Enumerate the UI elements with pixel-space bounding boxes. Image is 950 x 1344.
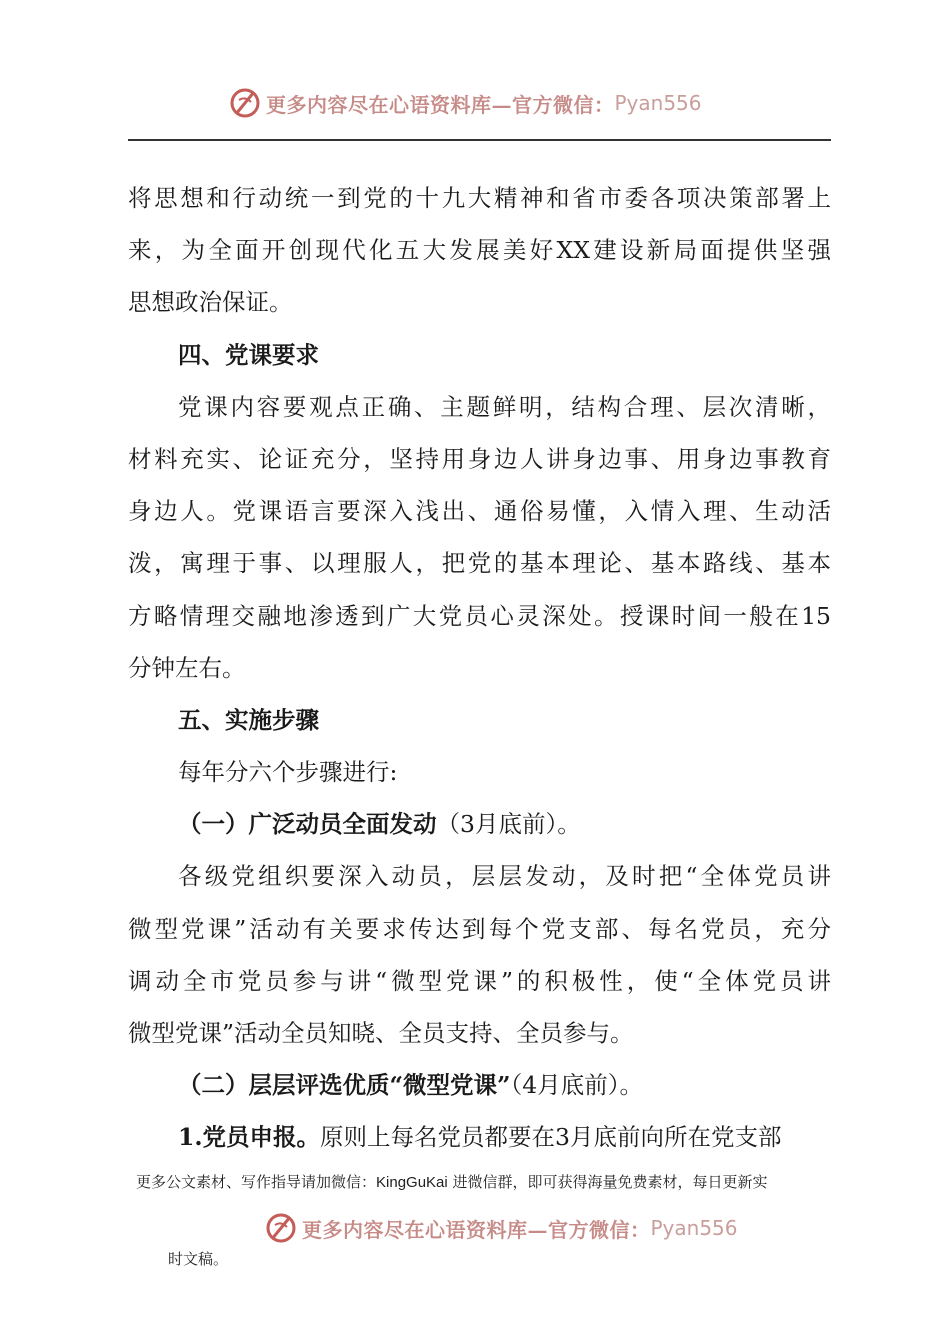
footer-note-end: 时文稿。: [168, 1250, 229, 1268]
watermark-wechat-label: 官方微信：: [548, 1217, 651, 1242]
text-line: [128, 1111, 831, 1163]
footer-text-b: 进微信群，即可获得海量免费素材，每日更新实: [447, 1173, 768, 1191]
step-1-title: （一）广泛动员全面发动: [178, 810, 437, 839]
text-line: 来，为全面开创现代化五大发展美好XX建设新局面提供坚强: [128, 236, 831, 265]
text-line: 方略情理交融地渗透到广大党员心灵深处。授课时间一般在15: [128, 601, 831, 630]
text-line: 调动全市党员参与讲“微型党课”的积极性，使“全体党员讲: [128, 966, 831, 995]
item-1-text: 原则上每名党员都要在3月底前向所在党支部: [320, 1123, 782, 1152]
header-rule: [128, 139, 831, 141]
watermark-text: 更多内容尽在心语资料库—: [302, 1217, 548, 1242]
step-1-heading: [128, 798, 831, 850]
section-heading-5: 五、实施步骤: [178, 705, 319, 734]
text-line: 思想政治保证。: [128, 288, 293, 317]
footer-watermark: [264, 1211, 738, 1245]
footer-text-a: 更多公文素材、写作指导请加微信：: [136, 1173, 377, 1191]
watermark-wechat-label: 官方微信：: [512, 92, 615, 117]
watermark-wechat-id: Pyan556: [650, 1216, 738, 1240]
pen-seal-logo-icon: [228, 86, 262, 120]
footer-wechat-id: KingGuKai: [376, 1174, 448, 1191]
document-body: [128, 172, 831, 1164]
section-heading-4: 四、党课要求: [178, 340, 319, 369]
item-1-title: 1.党员申报。: [178, 1123, 321, 1152]
text-line: 将思想和行动统一到党的十九大精神和省市委各项决策部署上: [128, 184, 831, 212]
step-1-deadline: （3月底前）。: [436, 810, 581, 839]
text-line: 身边人。党课语言要深入浅出、通俗易懂，入情入理、生动活: [128, 497, 831, 526]
footer-note: [136, 1171, 831, 1192]
step-2-title: （二）层层评选优质“微型党课”: [178, 1071, 511, 1100]
text-line: 泼，寓理于事、以理服人，把党的基本理论、基本路线、基本: [128, 549, 831, 578]
step-2-deadline: （4月底前）。: [510, 1071, 643, 1100]
text-line: 分钟左右。: [128, 653, 246, 682]
watermark-text: 更多内容尽在心语资料库—: [266, 92, 512, 117]
text-line: 材料充实、论证充分，坚持用身边人讲身边事、用身边事教育: [128, 444, 831, 473]
text-line: 微型党课”活动有关要求传达到每个党支部、每名党员，充分: [128, 914, 831, 943]
pen-seal-logo-icon: [264, 1211, 298, 1245]
watermark-wechat-id: Pyan556: [614, 91, 702, 115]
text-line: 每年分六个步骤进行:: [178, 758, 398, 787]
header-watermark: [228, 86, 702, 120]
step-2-heading: [128, 1059, 831, 1111]
text-line: 各级党组织要深入动员，层层发动，及时把“全体党员讲: [178, 862, 831, 891]
text-line: 微型党课”活动全员知晓、全员支持、全员参与。: [128, 1019, 634, 1047]
text-line: 党课内容要观点正确、主题鲜明，结构合理、层次清晰，: [178, 392, 831, 421]
